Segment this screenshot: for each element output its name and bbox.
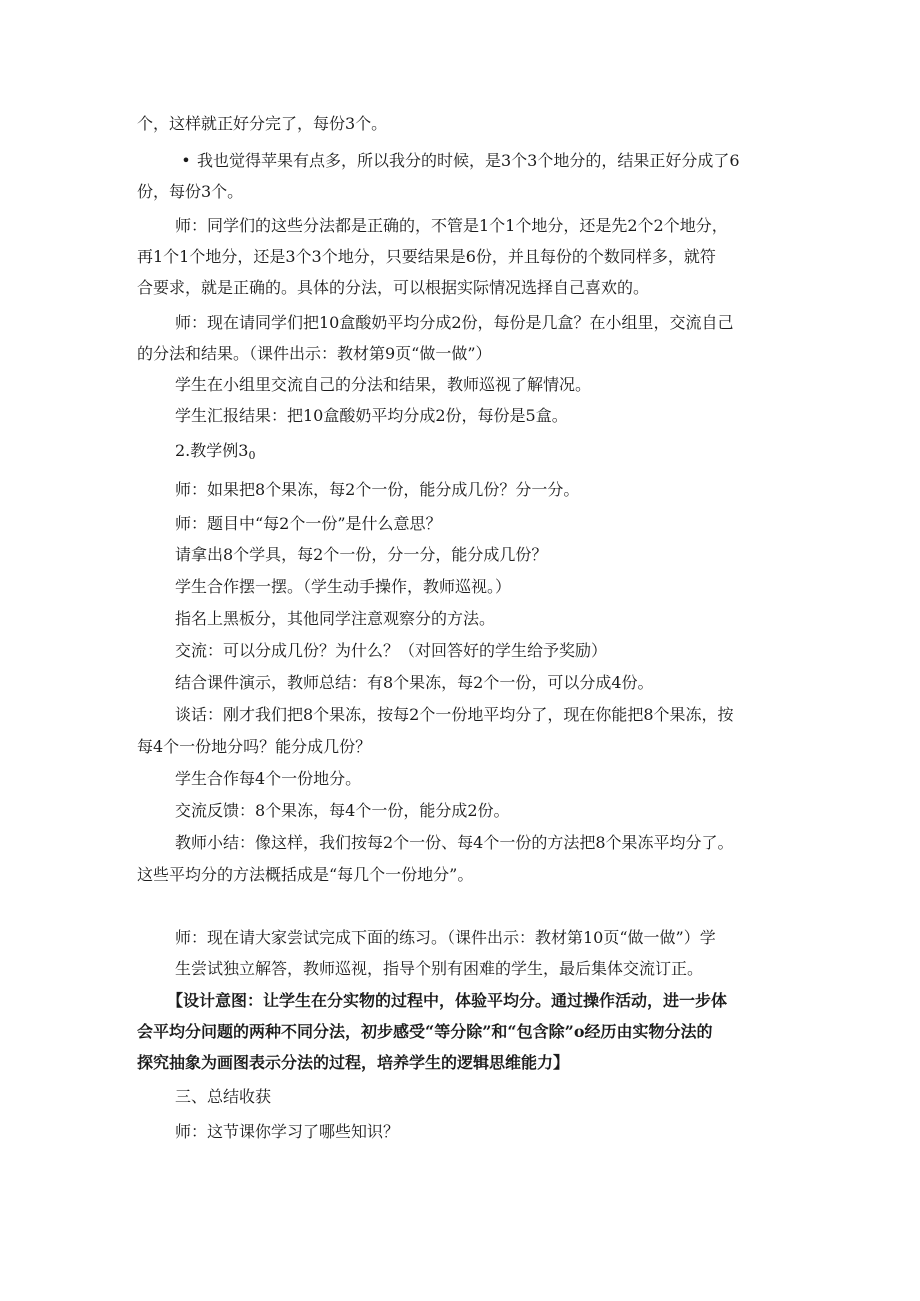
design-intent-line: 探究抽象为画图表示分法的过程，培养学生的逻辑思维能力】 [137, 1053, 570, 1072]
paragraph-line: 交流反馈：8个果冻，每4个一份，能分成2份。 [175, 801, 510, 820]
design-intent-line: 【设计意图：让学生在分实物的过程中，体验平均分。通过操作活动，进一步体 [167, 991, 728, 1010]
paragraph-line: 每4个一份地分吗？能分成几份？ [137, 737, 372, 756]
paragraph-line: 结合课件演示，教师总结：有8个果冻，每2个一份，可以分成4份。 [175, 673, 654, 692]
paragraph-line: 指名上黑板分，其他同学注意观察分的方法。 [175, 609, 496, 628]
paragraph-line: 这些平均分的方法概括成是“每几个一份地分”。 [137, 865, 474, 884]
section-heading [175, 440, 255, 467]
paragraph-line: 师：题目中“每2个一份”是什么意思？ [175, 514, 442, 533]
paragraph-line: 师：现在请大家尝试完成下面的练习。（课件出示：教材第10页“做一做”）学 [175, 928, 716, 947]
paragraph-line: 的分法和结果。（课件出示：教材第9页“做一做”） [137, 344, 492, 363]
section-heading: 三、总结收获 [175, 1087, 272, 1106]
paragraph-line: 师：如果把8个果冻，每2个一份，能分成几份？分一分。 [175, 480, 580, 499]
paragraph-line: 再1个1个地分，还是3个3个地分，只要结果是6份，并且每份的个数同样多，就符 [137, 247, 716, 266]
paragraph-line: 师：现在请同学们把10盒酸奶平均分成2份，每份是几盒？在小组里，交流自己 [175, 313, 734, 332]
paragraph-line: 生尝试独立解答，教师巡视，指导个别有困难的学生，最后集体交流订正。 [175, 959, 704, 978]
paragraph-line: 我也觉得苹果有点多，所以我分的时候，是3个3个地分的，结果正好分成了6 [197, 151, 740, 170]
paragraph-line: 学生在小组里交流自己的分法和结果，教师巡视了解情况。 [175, 375, 592, 394]
paragraph-line: 合要求，就是正确的。具体的分法，可以根据实际情况选择自己喜欢的。 [137, 278, 650, 297]
paragraph-line: 学生汇报结果：把10盒酸奶平均分成2份，每份是5盒。 [175, 406, 568, 425]
section-heading-subscript: 0 [248, 449, 256, 462]
paragraph-line: 师：这节课你学习了哪些知识？ [175, 1122, 400, 1141]
bullet-icon: • [181, 151, 191, 170]
design-intent-line: 会平均分问题的两种不同分法，初步感受“等分除”和“包含除”o经历由实物分法的 [137, 1022, 713, 1041]
paragraph-line: 师：同学们的这些分法都是正确的，不管是1个1个地分，还是先2个2个地分， [175, 216, 728, 235]
paragraph-line: 份，每份3个。 [137, 182, 244, 201]
paragraph-line: 个，这样就正好分完了，每份3个。 [137, 114, 388, 133]
paragraph-line: 学生合作每4个一份地分。 [175, 769, 362, 788]
section-heading-text: 2.教学例3 [175, 441, 249, 460]
paragraph-line: 学生合作摆一摆。（学生动手操作，教师巡视。） [175, 577, 512, 596]
paragraph-line: 交流：可以分成几份？为什么？（对回答好的学生给予奖励） [175, 641, 608, 660]
bullet-item [175, 150, 740, 172]
paragraph-line: 谈话：刚才我们把8个果冻，按每2个一份地平均分了，现在你能把8个果冻，按 [175, 705, 734, 724]
paragraph-line: 请拿出8个学具，每2个一份，分一分，能分成几份？ [175, 545, 548, 564]
paragraph-line: 教师小结：像这样，我们按每2个一份、每4个一份的方法把8个果冻平均分了。 [175, 833, 734, 852]
